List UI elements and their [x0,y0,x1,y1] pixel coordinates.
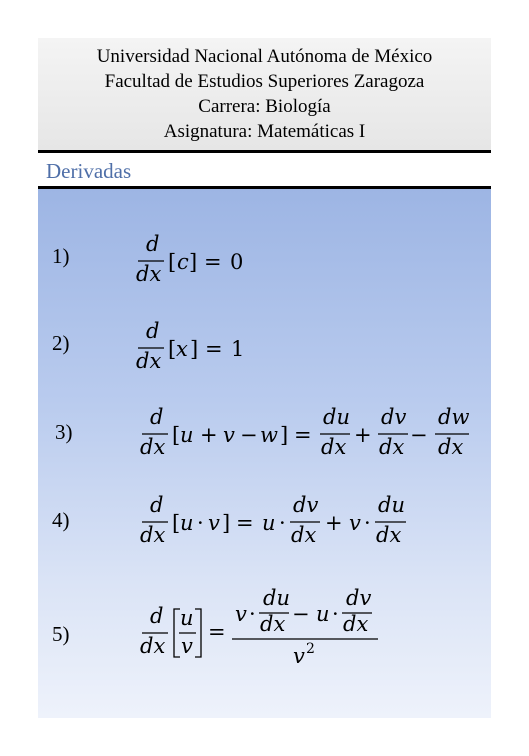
bracket-close: ] [222,511,231,535]
denominator-dx: dx [379,435,405,459]
rule-4-formula [138,490,438,554]
variable-w: w [260,423,278,447]
denominator-v: v [181,634,193,658]
section-title: Derivadas [46,159,132,183]
numerator-dv: dv [381,405,407,429]
denominator-dx: dx [140,435,166,459]
variable-v: v [208,511,220,535]
bracket-open: [ [172,511,181,535]
denominator-dx: dx [140,634,166,658]
denominator-dx: dx [291,523,317,547]
numerator-dv: dv [293,493,319,517]
career-label: Carrera: Biología [198,96,331,117]
constant-c: c [177,250,189,274]
denominator-dx: dx [136,349,162,373]
variable-u: u [316,602,330,626]
rule-1-formula [134,229,274,289]
bracket-open: [ [168,250,177,274]
minus-sign: − [292,602,310,626]
rule-4 [38,490,491,554]
bracket-open: [ [168,337,177,361]
numerator-d: d [146,232,160,256]
numerator-u: u [180,606,194,630]
rule-2 [38,316,491,376]
dot-operator: · [364,511,371,535]
numerator-du: du [378,493,405,517]
rule-5 [38,586,491,671]
numerator-dw: dw [438,405,470,429]
faculty-name: Facultad de Estudios Superiores Zaragoza [104,71,425,92]
exponent-two: 2 [306,641,315,657]
variable-u: u [180,511,194,535]
bracket-close: ] [190,337,199,361]
dot-operator: · [279,511,286,535]
rule-number: 5) [52,622,70,646]
numerator-du: du [323,405,350,429]
derivative-rules-panel [38,189,491,718]
section-title-band [38,153,491,186]
equals-sign: = [205,337,223,361]
variable-v: v [349,511,361,535]
variable-v: v [235,602,247,626]
rule-2-formula [134,316,274,376]
dot-operator: · [197,511,204,535]
document-header [38,38,491,150]
denominator-dx: dx [140,523,166,547]
plus-sign: + [200,423,218,447]
result-one: 1 [231,337,245,361]
denominator-dx: dx [438,435,464,459]
equals-sign: = [294,423,312,447]
rule-number: 3) [55,420,73,444]
minus-sign: − [240,423,258,447]
rule-number: 4) [52,508,70,532]
variable-u: u [262,511,276,535]
result-zero: 0 [230,250,244,274]
numerator-d: d [150,604,164,628]
numerator-d: d [150,405,164,429]
equals-sign: = [208,620,226,644]
rule-3-formula [138,402,478,466]
university-name: Universidad Nacional Autónoma de México [96,46,433,67]
variable-x: x [176,337,188,361]
variable-u: u [180,423,194,447]
bracket-close: ] [280,423,289,447]
dot-operator: · [332,602,339,626]
rule-5-formula [138,586,418,671]
numerator-d: d [146,319,160,343]
rule-number: 1) [52,244,70,268]
bracket-close: ] [189,250,198,274]
denominator-dx: dx [321,435,347,459]
bracket-open: [ [172,423,181,447]
rule-number: 2) [52,331,70,355]
equals-sign: = [236,511,254,535]
rule-1 [38,229,491,289]
variable-v: v [223,423,235,447]
denominator-v: v [293,644,305,668]
denominator-dx: dx [343,612,369,636]
document-page [38,38,491,718]
plus-sign: + [354,423,372,447]
dot-operator: · [249,602,256,626]
equals-sign: = [204,250,222,274]
numerator-d: d [150,493,164,517]
numerator-dv: dv [346,586,372,610]
numerator-du: du [263,586,290,610]
minus-sign: − [410,423,428,447]
rule-3 [38,402,491,466]
plus-sign: + [325,511,343,535]
denominator-dx: dx [376,523,402,547]
subject-label: Asignatura: Matemáticas I [163,121,366,142]
denominator-dx: dx [136,262,162,286]
denominator-dx: dx [260,612,286,636]
